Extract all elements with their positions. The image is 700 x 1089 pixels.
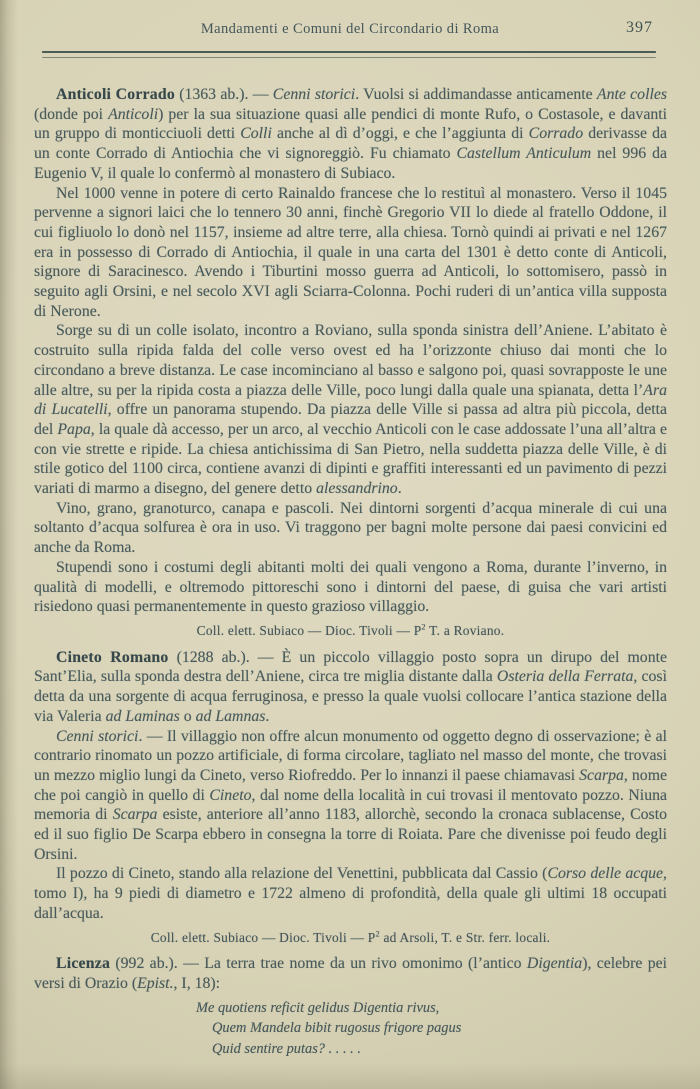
verse-orazio (196, 998, 667, 1060)
text-run-normal: (992 ab.). — La terra trae nome da un rivo omonimo (l’antico (110, 955, 527, 973)
text-run-normal: Coll. elett. Subiaco — Dioc. Tivoli — P (150, 929, 376, 945)
text-run-normal: , tomo I), ha 9 piedi di diametro e 1722 almeno di profondità, della quale gli ultimi 18 occupati dall’acqua. (34, 865, 667, 922)
verse-line: Quem Mandela bibit rugosus frigore pagus (212, 1020, 462, 1037)
text-run-normal: ) per la sua situazione quasi alle pendici di monte Rufo, o Costasole, e davanti un gruppo di monticciuoli detti (34, 105, 668, 143)
text-run-normal: Coll. elett. Subiaco — Dioc. Tivoli — P (196, 622, 422, 638)
text-run-normal: . (397, 480, 402, 498)
paragraph-cineto-cenni-storici (34, 727, 667, 865)
admin-note-cineto (34, 928, 667, 948)
text-run-italic: Papa (57, 420, 91, 438)
text-run-italic: Osteria della Ferrata (496, 668, 634, 686)
text-run-bold: Anticoli Corrado (56, 86, 175, 103)
text-run-italic: Cenni storici (56, 727, 139, 745)
text-run-normal: . Vuolsi si addimandasse anticamente (355, 86, 597, 103)
entry-cineto-romano (34, 648, 667, 727)
entry-licenza (34, 954, 667, 993)
admin-note-anticoli (34, 621, 667, 641)
text-run-italic: ad Lamnas (195, 707, 266, 725)
page-number: 397 (626, 19, 653, 36)
entry-anticoli-corrado (34, 85, 667, 184)
text-run-normal: nel 996 da Eugenio V, il quale lo confermò al monastero di Subiaco. (34, 145, 667, 182)
text-run-normal: , la quale dà accesso, per un arco, al vecchio Anticoli con le case addossate l’una all’altra e con vie strette e ripide. La chiesa antichissima di San Pietro, nella suddetta piazza delle Ville, è di stile gotico del 1100 circa, contiene avanzi di dipinti e graffiti interessanti ed un pavimento di pezzi variati di marmo a disegno, del genere detto (34, 420, 667, 498)
text-run-normal: Nel 1000 venne in potere di certo Rainaldo francese che lo restituì al monastero. Verso il 1045 pervenne a signori laici che lo tennero 30 anni, finchè Gregorio VII lo diede al fratello Oddone, il cui figliuolo lo donò nel 1157, insieme ad altre terre, alla chiesa. Tornò quindi ai privati e nel 1267 era in possesso di Corrado di Antiochia, il quale in una carta del 1301 è detto conte di Anticoli, signore di Saracinesco. Avendo i Tiburtini mosso guerra ad Anticoli, lo sottomisero, passò in seguito agli Orsini, e nel secolo XVI agli Sciarra-Colonna. Pochi ruderi di un’antica villa supposta di Nerone. (34, 184, 667, 320)
text-run-italic: alessandrino (316, 480, 398, 498)
paragraph-anticoli-storia (34, 184, 667, 322)
paragraph-anticoli-descrizione (34, 321, 667, 498)
verse-line: Me quotiens reficit gelidus Digentia rivus, (196, 999, 440, 1016)
page-text-block (34, 85, 667, 1060)
text-run-normal: Stupendi sono i costumi degli abitanti molti dei quali vengono a Roma, durante l’inverno, in qualità di modelli, e oltremodo pittoreschi sono i dintorni del paese, di guisa che vari artisti risiedono quasi permanentemente in questo grazioso villaggio. (34, 558, 667, 616)
text-run-italic: ad Laminas (105, 707, 180, 725)
text-run-bold: Cineto Romano (56, 648, 169, 666)
verse-line: Quid sentire putas? . . . . . (212, 1041, 361, 1058)
running-header-title: Mandamenti e Comuni del Circondario di Roma (200, 21, 500, 37)
text-run-normal: Il pozzo di Cineto, stando alla relazione del Venettini, pubblicata dal Cassio ( (56, 865, 548, 883)
header-rule (42, 51, 656, 58)
text-run-normal: Sorge su di un colle isolato, incontro a Roviano, sulla sponda sinistra dell’Aniene. L’abitato è costruito sulla ripida falda del colle verso ovest ed ha l’orizzonte chiuso dai monti che lo circondano a breve distanza. Le case incominciano al basso e salgono poi, quasi sovrapposte le une alle altre, su per la ripida costa a piazza delle Ville, poco lungi dalla quale una spianata, detta l’ (34, 322, 667, 399)
text-run-normal: derivasse da un conte Corrado di Antiochia che vi signoreggiò. Fu chiamato (34, 125, 667, 163)
text-run-italic: Corrado (528, 125, 584, 143)
text-run-italic: Cenni storici (272, 86, 356, 103)
text-run-bold: Licenza (56, 955, 111, 973)
text-run-italic: Cineto (209, 786, 252, 804)
text-run-sup: 2 (375, 929, 380, 939)
text-run-normal: , nome che poi cangiò in quello di (34, 766, 667, 804)
text-run-normal: , dal nome della località in cui trovasi il mentovato pozzo. Niuna memoria di (34, 786, 668, 824)
text-run-normal: , così detta da una sorgente di acqua ferruginosa, e presso la quale vuolsi collocare l’antica stazione della via Valeria (34, 668, 667, 725)
text-run-normal: Vino, grano, granoturco, canapa e pascoli. Nei dintorni sorgenti d’acqua minerale di cui una soltanto d’acqua solfurea è ora in uso. Vi traggono per bagni molte persone dai paesi convicini ed anche da Roma. (34, 499, 667, 557)
text-run-normal: T. a Roviano. (425, 622, 505, 638)
text-run-italic: Ara di Lucatelli (34, 381, 667, 419)
text-run-italic: Castellum Anticulum (456, 145, 592, 163)
page-edge-shadow-left (0, 0, 18, 1089)
text-run-normal: . (265, 707, 270, 725)
text-run-normal: anche al dì d’oggi, e che l’aggiunta di (271, 125, 529, 143)
paragraph-cineto-pozzo (34, 864, 667, 923)
running-head (0, 0, 700, 41)
text-run-normal: (1363 ab.). — (174, 86, 273, 103)
text-run-italic: Ante colles (596, 86, 668, 103)
page-edge-shadow-bottom (0, 1063, 700, 1089)
text-run-normal: ad Arsoli, T. e Str. ferr. locali. (379, 929, 551, 945)
text-run-italic: Colli (240, 125, 272, 143)
text-run-normal: , offre un panorama stupendo. Da piazza delle Ville si passa ad altra più piccola, detta del (34, 401, 667, 438)
text-run-normal: o (179, 707, 196, 725)
text-run-italic: Corso delle acque (547, 865, 664, 883)
text-run-italic: Scarpa (112, 806, 158, 824)
text-run-italic: Anticoli (108, 105, 159, 123)
text-run-normal: esiste, anteriore all’anno 1183, allorchè, secondo la cronaca sublacense, Costo ed il suo figlio De Scarpa ebbero in consegna la torre di Roiata. Pare che divenisse poi feudo degli Orsini. (34, 806, 667, 863)
paragraph-anticoli-costumi (34, 558, 667, 617)
text-run-italic: Scarpa (579, 766, 624, 784)
text-run-normal: , I, 18): (173, 974, 221, 992)
text-run-normal: (1288 ab.). — È un piccolo villaggio posto sopra un dirupo del monte Sant’Elia, sulla sponda destra dell’Aniene, circa tre miglia distante dalla (34, 648, 667, 686)
text-run-italic: Epist. (137, 974, 174, 992)
text-run-normal: . — Il villaggio non offre alcun monumento od oggetto degno di osservazione; è al contrario rinomato un pozzo artificiale, di forma circolare, tagliato nel masso del monte, che trovasi un mezzo miglio lungi da Cineto, verso Riofreddo. Per lo innanzi il paese chiamavasi (34, 727, 667, 784)
text-run-italic: Digentia (526, 955, 583, 973)
text-run-normal: ), celebre pei versi di Orazio ( (34, 955, 667, 992)
paragraph-anticoli-prodotti (34, 499, 667, 558)
text-run-sup: 2 (421, 622, 426, 632)
text-run-normal: (donde poi (34, 105, 109, 123)
